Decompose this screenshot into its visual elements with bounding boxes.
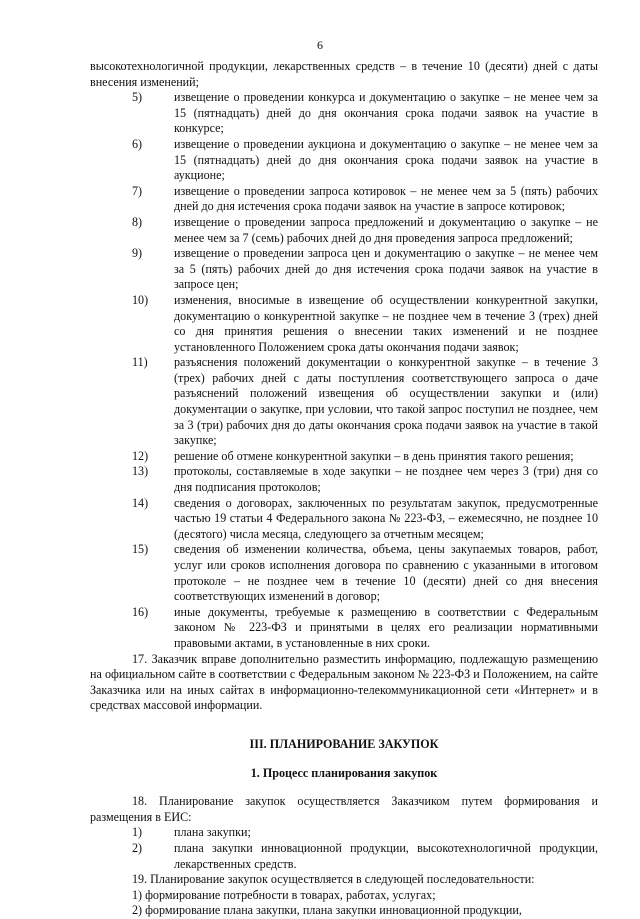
list-number: 16) (132, 604, 149, 619)
list-item (90, 841, 598, 872)
list-item-text: извещение о проведении запроса котировок – не менее чем за 5 (пять) рабочих дней до дня истечения срока подачи заявок на участие в запросе котировок; (174, 183, 598, 214)
list-number: 1) (132, 825, 143, 840)
paragraph-19-item-2: 2) формирование плана закупки, плана закупки инновационной продукции, (132, 903, 522, 918)
list-item (90, 449, 598, 465)
list-item (90, 464, 598, 495)
list-item (90, 184, 598, 215)
paragraph-19: 19. Планирование закупок осуществляется в следующей последовательности: (132, 872, 535, 887)
list-number: 11) (132, 355, 148, 370)
list-number: 5) (132, 90, 143, 105)
list-number: 9) (132, 246, 143, 261)
list-item (90, 355, 598, 449)
list-number: 13) (132, 464, 149, 479)
list-item (90, 542, 598, 604)
list-item (90, 605, 598, 652)
list-item-text: извещение о проведении конкурса и документацию о закупке – не менее чем за 15 (пятнадцать) дней до дня окончания срока подачи заявок на участие в конкурсе; (174, 90, 598, 136)
page-number: 6 (317, 38, 323, 52)
list-number: 15) (132, 542, 149, 557)
list-number: 12) (132, 448, 149, 463)
list-item-text: разъяснения положений документации о конкурентной закупке – в течение 3 (трех) рабочих дней с даты поступления соответствующего запроса о даче разъяснений положений извещения об осуществлении закупки и (или) документации о закупке, при условии, что такой запрос поступил не позднее, чем за 3 (три) рабочих дня до даты окончания срока подачи заявок на участие в такой закупке; (174, 355, 598, 448)
list-item (90, 293, 598, 355)
list-item (90, 825, 598, 841)
list-item-text: изменения, вносимые в извещение об осуществлении конкурентной закупки, документацию о конкурентной закупке – не позднее чем в течение 3 (трех) дней со дня принятия решения о внесении таких изменений и не позднее установленного Положением срока даты окончания подачи заявок; (174, 292, 598, 354)
list-item (90, 90, 598, 137)
list-number: 8) (132, 214, 143, 229)
list-number: 10) (132, 292, 149, 307)
list-number: 14) (132, 495, 149, 510)
paragraph-18: 18. Планирование закупок осуществляется Заказчиком путем формирования и размещения в ЕИС: (90, 794, 598, 824)
list-number: 2) (132, 840, 143, 855)
list-item-text: решение об отмене конкурентной закупки – в день принятия такого решения; (174, 448, 574, 463)
paragraph-17: 17. Заказчик вправе дополнительно разместить информацию, подлежащую размещению на официальном сайте в соответствии с Федеральным законом № 223-ФЗ и Положением, на сайте Заказчика или на иных сайтах в информационно-телекоммуникационной сети «Интернет» и в средствах массовой информации. (90, 651, 598, 713)
section-heading: III. ПЛАНИРОВАНИЕ ЗАКУПОК (249, 736, 439, 751)
subsection-heading: 1. Процесс планирования закупок (250, 765, 438, 780)
list-item (90, 215, 598, 246)
list-item (90, 137, 598, 184)
list-item-text: извещение о проведении запроса цен и документацию о закупке – не менее чем за 5 (пять) рабочих дней до дня истечения срока подачи заявок на участие в запросе цен; (174, 246, 598, 292)
list-item-text: извещение о проведении аукциона и документацию о закупке – не менее чем за 15 (пятнадцать) дней до дня окончания срока подачи заявок на участие в аукционе; (174, 136, 598, 183)
list-item-text: сведения о договорах, заключенных по результатам закупок, предусмотренные частью 19 статьи 4 Федерального закона № 223-ФЗ, – ежемесячно, не позднее 10 (десятого) числа месяца, следующего за отчетным месяцем; (174, 495, 598, 541)
list-item-text: плана закупки инновационной продукции, высокотехнологичной продукции, лекарственных средств. (174, 840, 598, 871)
document-body (90, 59, 598, 919)
paragraph-continuation: высокотехнологичной продукции, лекарственных средств – в течение 10 (десяти) дней с даты внесения изменений; (90, 59, 598, 89)
list-number: 6) (132, 136, 143, 151)
list-item-text: плана закупки; (174, 825, 251, 840)
list-number: 7) (132, 183, 143, 198)
list-item-text: протоколы, составляемые в ходе закупки – не позднее чем через 3 (три) дня со дня подписания протоколов; (174, 464, 598, 495)
paragraph-19-item-1: 1) формирование потребности в товарах, работах, услугах; (132, 887, 436, 902)
list-item (90, 496, 598, 543)
list-item-text: извещение о проведении запроса предложений и документацию о закупке – не менее чем за 7 (семь) рабочих дней до дня проведения запроса предложений; (174, 214, 598, 245)
list-item-text: сведения об изменении количества, объема, цены закупаемых товаров, работ, услуг или сроков исполнения договора по сравнению с указанными в итоговом протоколе – не позднее чем в течение 10 (десяти) дней со дня внесения соответствующих изменений в договор; (174, 542, 598, 604)
list-item (90, 246, 598, 293)
list-item-text: иные документы, требуемые к размещению в соответствии с Федеральным законом № 223-ФЗ и принятыми в целях его реализации нормативными правовыми актами, в установленные в них сроки. (174, 604, 598, 650)
